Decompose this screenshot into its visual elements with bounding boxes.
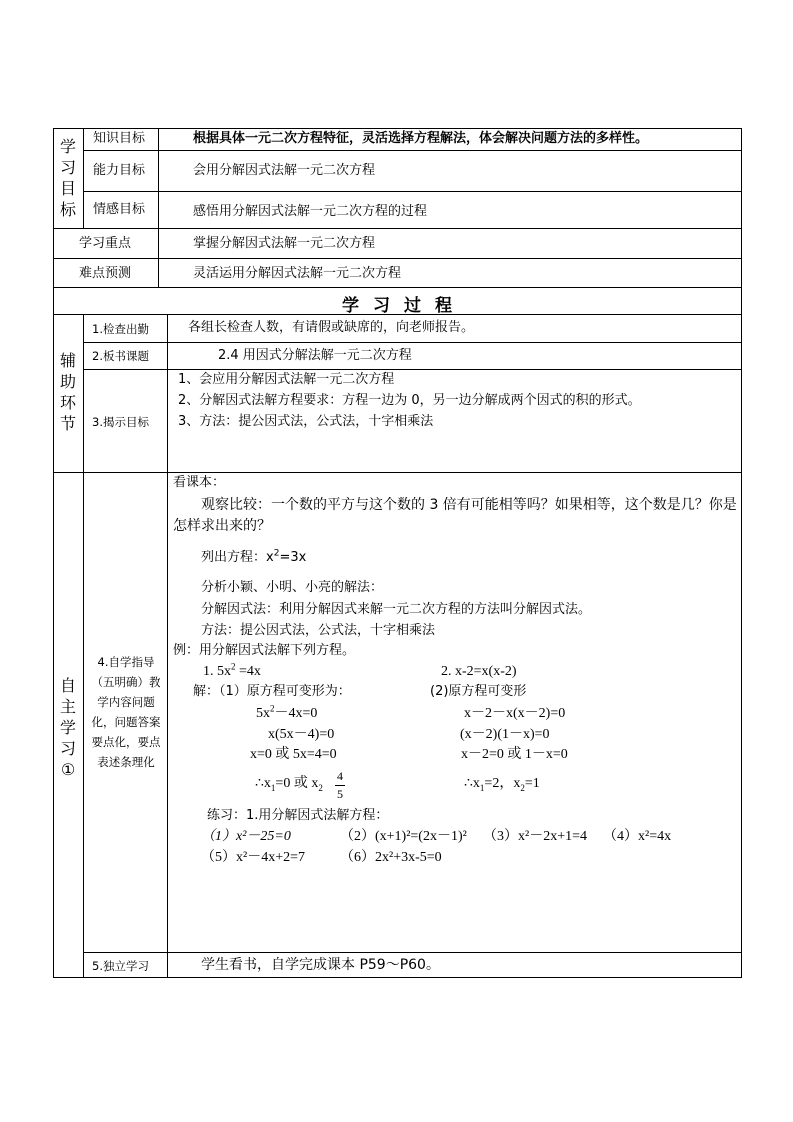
s2d-sub1: 1	[479, 782, 485, 793]
self-guide-label: 4.自学指导（五明确）教学内容问题化，问题答案要点化，要点表述条理化	[91, 655, 161, 769]
key-point-text: 掌握分解因式法解一元二次方程	[193, 236, 376, 251]
definition-text: 分解因式法：利用分解因式来解一元二次方程的方法叫分解因式法。	[201, 602, 592, 617]
reveal-goal-line: 1、会应用分解因式法解一元二次方程	[178, 372, 395, 387]
equation-exponent: 2	[273, 548, 280, 559]
emotion-goal-text: 感悟用分解因式法解一元二次方程的过程	[193, 204, 428, 219]
row-divider	[83, 342, 741, 343]
sol1-step-b: x(5x－4)=0	[268, 727, 335, 742]
difficulty-label: 难点预测	[79, 266, 132, 281]
s2d-mid: =2，x	[484, 776, 521, 791]
independent-study-text: 学生看书，自学完成课本 P59～P60。	[201, 957, 440, 973]
example-1	[203, 661, 261, 680]
row-divider	[83, 952, 741, 953]
goals-group-label: 学习目标	[59, 137, 76, 219]
reveal-goal-line: 3、方法：提公因式法，公式法，十字相乘法	[178, 414, 434, 429]
practice-item-1: （1）x²－25=0	[201, 829, 291, 844]
row-divider	[83, 369, 741, 370]
fraction-numerator: 4	[337, 769, 343, 783]
col-divider	[83, 314, 84, 977]
row-divider	[53, 472, 742, 473]
fraction-denominator: 5	[337, 787, 343, 801]
sol1-step-d	[255, 776, 323, 792]
col-divider	[158, 128, 159, 228]
analyze-text: 分析小颖、小明、小亮的解法：	[201, 580, 384, 595]
equation-suffix: =3x	[279, 550, 307, 565]
sol2-step-a: x－2－x(x－2)=0	[464, 706, 566, 721]
table-border-left	[53, 128, 54, 978]
aux-group-label: 辅助环节	[59, 351, 76, 433]
process-title: 学习过程	[342, 296, 466, 316]
method-text: 方法：提公因式法，公式法，十字相乘法	[201, 623, 436, 638]
reveal-goals-label: 3.揭示目标	[92, 415, 149, 429]
read-textbook: 看课本：	[173, 475, 226, 490]
board-title-text: 2.4 用因式分解法解一元二次方程	[218, 348, 412, 363]
practice-heading: 练习：1.用分解因式法解方程：	[207, 808, 389, 823]
equation-prefix: 列出方程：x	[201, 550, 274, 565]
observe-text-2: 怎样求出来的？	[173, 518, 271, 534]
ability-goal-text: 会用分解因式法解一元二次方程	[193, 163, 376, 178]
sol2-step-d	[464, 776, 540, 792]
table-border-bottom	[53, 977, 742, 978]
s1d-sub1: 1	[270, 782, 276, 793]
practice-item-4: （4）x²=4x	[603, 829, 672, 844]
key-point-label: 学习重点	[79, 236, 132, 251]
emotion-goal-label: 情感目标	[93, 202, 146, 217]
s1d-mid: =0 或 x	[275, 776, 319, 791]
check-attendance-text: 各组长检查人数，有请假或缺席的，向老师报告。	[188, 320, 475, 335]
s2d-suffix: =1	[524, 776, 540, 791]
knowledge-goal-text: 根据具体一元二次方程特征，灵活选择方程解法，体会解决问题方法的多样性。	[193, 131, 649, 146]
row-divider	[53, 287, 742, 288]
s2d-prefix: ∴x	[464, 776, 480, 791]
ex1-prefix: 1. 5x	[203, 664, 231, 679]
sol1-step-a	[256, 703, 318, 722]
fraction-bar	[335, 785, 345, 786]
example-2: 2. x-2=x(x-2)	[441, 664, 517, 679]
col-divider	[83, 128, 84, 228]
practice-item-5: （5）x²－4x+2=7	[201, 850, 305, 865]
col-divider	[167, 314, 168, 977]
s1a-suffix: －4x=0	[274, 706, 318, 721]
s2d-sub2: 2	[520, 782, 525, 793]
solution-1-label: 解：（1）原方程可变形为：	[193, 684, 351, 699]
s1a-prefix: 5x	[256, 706, 270, 721]
table-border-top	[53, 128, 742, 129]
ex1-exponent: 2	[231, 661, 236, 672]
independent-study-label: 5.独立学习	[92, 959, 149, 973]
difficulty-text: 灵活运用分解因式法解一元二次方程	[193, 266, 402, 281]
col-divider	[158, 228, 159, 287]
check-attendance-label: 1.检查出勤	[92, 322, 149, 336]
solution-2-label: (2)原方程可变形	[430, 684, 527, 699]
row-divider	[83, 191, 741, 192]
row-divider	[53, 258, 742, 259]
reveal-goal-line: 2、分解因式法解方程要求：方程一边为 0，另一边分解成两个因式的积的形式。	[178, 393, 641, 408]
row-divider	[53, 228, 742, 229]
ex1-suffix: =4x	[235, 664, 261, 679]
practice-item-6: （6）2x²+3x-5=0	[340, 850, 442, 865]
observe-text-1: 观察比较：一个数的平方与这个数的 3 倍有可能相等吗？如果相等，这个数是几？你是	[201, 497, 737, 513]
knowledge-goal-label: 知识目标	[93, 131, 146, 146]
s1a-exponent: 2	[270, 703, 275, 714]
s1d-sub2: 2	[318, 782, 323, 793]
self-study-group-label: 自主学习①	[59, 676, 76, 779]
ability-goal-label: 能力目标	[93, 163, 146, 178]
sol1-step-c: x=0 或 5x=4=0	[250, 747, 337, 762]
equation-line	[201, 550, 306, 566]
s1d-prefix: ∴x	[255, 776, 271, 791]
sol2-step-c: x－2=0 或 1－x=0	[461, 747, 568, 762]
row-divider	[83, 150, 741, 151]
sol2-step-b: (x－2)(1－x)=0	[460, 727, 550, 742]
board-title-label: 2.板书课题	[92, 349, 149, 363]
practice-item-3: （3）x²－2x+1=4	[483, 829, 587, 844]
example-heading: 例：用分解因式法解下列方程。	[173, 643, 356, 658]
practice-item-2: （2）(x+1)²=(2x－1)²	[340, 829, 467, 844]
table-border-right	[741, 128, 742, 978]
